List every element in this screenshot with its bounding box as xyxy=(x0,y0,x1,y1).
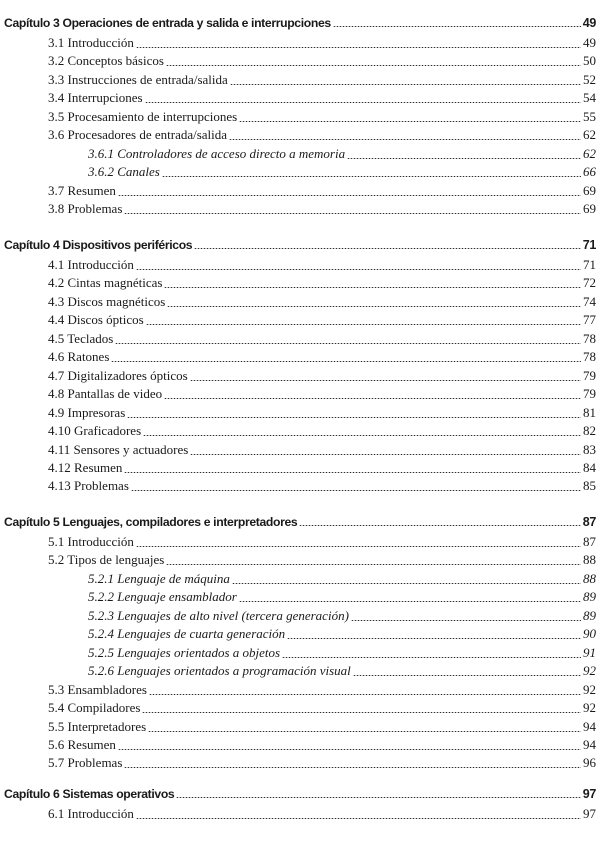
entry-title: 5.2.1 Lenguaje de máquina xyxy=(88,570,230,586)
entry-title: 4.12 Resumen xyxy=(48,459,123,475)
chapter-page-number: 49 xyxy=(582,16,596,30)
toc-section-row[interactable] xyxy=(0,310,600,328)
dot-leader xyxy=(190,380,581,381)
entry-title: 5.2.4 Lenguajes de cuarta generación xyxy=(88,626,286,642)
entry-title: 5.1 Introducción xyxy=(48,534,134,549)
dot-leader xyxy=(118,195,581,196)
entry-title: 4.1 Introducción xyxy=(48,257,134,272)
entry-page-number: 91 xyxy=(583,644,596,660)
dot-leader xyxy=(194,248,581,249)
chapter-title: Capítulo 4 Dispositivos periféricos xyxy=(4,238,193,252)
toc-section-row[interactable] xyxy=(0,366,600,384)
entry-title: 5.2.3 Lenguajes de alto nivel (tercera generación) xyxy=(88,607,349,623)
dot-leader xyxy=(167,306,581,307)
dot-leader xyxy=(162,176,581,177)
entry-title: 5.6 Resumen xyxy=(48,736,116,752)
dot-leader xyxy=(232,583,581,584)
dot-leader xyxy=(124,472,581,473)
toc-section-row[interactable] xyxy=(0,532,600,550)
entry-title: 4.7 Digitalizadores ópticos xyxy=(48,367,188,383)
toc-section-row[interactable] xyxy=(0,181,600,199)
dot-leader xyxy=(145,102,581,103)
toc-section-row[interactable] xyxy=(0,403,600,421)
toc-section-row[interactable] xyxy=(0,476,600,494)
toc-chapter-row[interactable] xyxy=(0,783,600,801)
entry-title: 4.9 Impresoras xyxy=(48,404,126,420)
entry-page-number: 94 xyxy=(583,736,596,752)
toc-chapter-row[interactable] xyxy=(0,234,600,252)
dot-leader xyxy=(166,564,581,565)
dot-leader xyxy=(118,749,581,750)
toc-section-row[interactable] xyxy=(0,421,600,439)
entry-page-number: 54 xyxy=(583,90,596,106)
entry-title: 4.3 Discos magnéticos xyxy=(48,293,166,309)
chapter-page-number: 87 xyxy=(582,515,596,529)
entry-page-number: 69 xyxy=(583,201,596,217)
toc-subsection-row[interactable] xyxy=(0,569,600,587)
entry-page-number: 92 xyxy=(583,700,596,716)
entry-page-number: 92 xyxy=(583,681,596,697)
dot-leader xyxy=(299,525,580,526)
entry-title: 5.2.5 Lenguajes orientados a objetos xyxy=(88,644,281,660)
entry-title: 3.7 Resumen xyxy=(48,182,116,198)
dot-leader xyxy=(136,546,581,547)
toc-section-row[interactable] xyxy=(0,440,600,458)
toc-section-row[interactable] xyxy=(0,753,600,771)
chapter-page-number: 71 xyxy=(582,238,596,252)
dot-leader xyxy=(239,601,581,602)
dot-leader xyxy=(124,213,581,214)
toc-section-row[interactable] xyxy=(0,804,600,822)
toc-section-row[interactable] xyxy=(0,88,600,106)
toc-section-row[interactable] xyxy=(0,107,600,125)
entry-page-number: 94 xyxy=(583,718,596,734)
dot-leader xyxy=(136,818,581,819)
entry-title: 5.2 Tipos de lenguajes xyxy=(48,552,165,568)
toc-section-row[interactable] xyxy=(0,698,600,716)
entry-title: 5.7 Problemas xyxy=(48,755,123,771)
toc-section-row[interactable] xyxy=(0,735,600,753)
toc-section-row[interactable] xyxy=(0,273,600,291)
entry-page-number: 52 xyxy=(583,71,596,87)
entry-title: 3.1 Introducción xyxy=(48,35,134,50)
dot-leader xyxy=(351,620,581,621)
entry-title: 3.4 Interrupciones xyxy=(48,90,143,106)
entry-page-number: 71 xyxy=(583,257,596,272)
dot-leader xyxy=(230,84,581,85)
dot-leader xyxy=(127,417,581,418)
dot-leader xyxy=(176,797,580,798)
dot-leader xyxy=(149,694,581,695)
chapter-title: Capítulo 3 Operaciones de entrada y salida e interrupciones xyxy=(4,16,331,30)
dot-leader xyxy=(111,361,581,362)
entry-title: 4.11 Sensores y actuadores xyxy=(48,441,189,457)
toc-subsection-row[interactable] xyxy=(0,661,600,679)
entry-page-number: 97 xyxy=(583,806,596,821)
entry-page-number: 88 xyxy=(583,552,596,568)
entry-page-number: 87 xyxy=(583,534,596,549)
entry-title: 3.3 Instrucciones de entrada/salida xyxy=(48,71,228,87)
dot-leader xyxy=(164,398,581,399)
dot-leader xyxy=(353,675,581,676)
entry-title: 3.6.1 Controladores de acceso directo a memoria xyxy=(88,145,346,161)
chapter-title: Capítulo 5 Lenguajes, compiladores e interpretadores xyxy=(4,515,298,529)
entry-page-number: 84 xyxy=(583,459,596,475)
entry-title: 4.2 Cintas magnéticas xyxy=(48,275,163,291)
entry-page-number: 49 xyxy=(583,35,596,50)
entry-title: 4.10 Graficadores xyxy=(48,423,142,439)
entry-title: 3.6.2 Canales xyxy=(88,164,160,180)
entry-title: 5.2.2 Lenguaje ensamblador xyxy=(88,589,237,605)
dot-leader xyxy=(136,47,581,48)
toc-section-row[interactable] xyxy=(0,292,600,310)
dot-leader xyxy=(347,158,581,159)
dot-leader xyxy=(136,269,581,270)
entry-page-number: 89 xyxy=(583,589,596,605)
toc-chapter-row[interactable] xyxy=(0,12,600,30)
dot-leader xyxy=(148,731,581,732)
entry-page-number: 85 xyxy=(583,478,596,494)
toc-section-row[interactable] xyxy=(0,125,600,143)
entry-page-number: 89 xyxy=(583,607,596,623)
toc-subsection-row[interactable] xyxy=(0,643,600,661)
entry-page-number: 79 xyxy=(583,367,596,383)
dot-leader xyxy=(190,454,581,455)
entry-page-number: 92 xyxy=(583,663,596,679)
toc-section-row[interactable] xyxy=(0,33,600,51)
entry-page-number: 69 xyxy=(583,182,596,198)
entry-page-number: 50 xyxy=(583,53,596,69)
entry-title: 6.1 Introducción xyxy=(48,806,134,821)
dot-leader xyxy=(142,712,581,713)
entry-title: 3.2 Conceptos básicos xyxy=(48,53,164,69)
chapter-page-number: 97 xyxy=(582,787,596,801)
entry-title: 5.5 Interpretadores xyxy=(48,718,147,734)
chapter-title: Capítulo 6 Sistemas operativos xyxy=(4,787,175,801)
entry-title: 4.5 Teclados xyxy=(48,330,114,346)
toc-section-row[interactable] xyxy=(0,199,600,217)
toc-section-row[interactable] xyxy=(0,255,600,273)
entry-title: 4.13 Problemas xyxy=(48,478,129,494)
entry-page-number: 55 xyxy=(583,108,596,124)
entry-title: 3.5 Procesamiento de interrupciones xyxy=(48,108,238,124)
entry-title: 5.3 Ensambladores xyxy=(48,681,147,697)
entry-page-number: 62 xyxy=(583,145,596,161)
entry-page-number: 96 xyxy=(583,755,596,771)
entry-page-number: 83 xyxy=(583,441,596,457)
toc-section-row[interactable] xyxy=(0,329,600,347)
entry-page-number: 78 xyxy=(583,349,596,365)
dot-leader xyxy=(164,287,581,288)
dot-leader xyxy=(143,435,581,436)
entry-title: 4.8 Pantallas de video xyxy=(48,386,163,402)
dot-leader xyxy=(124,767,581,768)
entry-page-number: 82 xyxy=(583,423,596,439)
toc-subsection-row[interactable] xyxy=(0,587,600,605)
toc-section-row[interactable] xyxy=(0,70,600,88)
entry-page-number: 81 xyxy=(583,404,596,420)
toc-subsection-row[interactable] xyxy=(0,624,600,642)
dot-leader xyxy=(146,324,581,325)
entry-page-number: 78 xyxy=(583,330,596,346)
entry-title: 4.6 Ratones xyxy=(48,349,110,365)
entry-title: 3.6 Procesadores de entrada/salida xyxy=(48,127,228,143)
entry-page-number: 77 xyxy=(583,312,596,328)
toc-subsection-row[interactable] xyxy=(0,606,600,624)
entry-page-number: 90 xyxy=(583,626,596,642)
toc-section-row[interactable] xyxy=(0,680,600,698)
entry-title: 4.4 Discos ópticos xyxy=(48,312,144,328)
dot-leader xyxy=(282,657,581,658)
dot-leader xyxy=(166,65,581,66)
toc-section-row[interactable] xyxy=(0,51,600,69)
dot-leader xyxy=(287,638,581,639)
toc-subsection-row[interactable] xyxy=(0,144,600,162)
entry-title: 5.2.6 Lenguajes orientados a programación visual xyxy=(88,663,351,679)
toc-section-row[interactable] xyxy=(0,458,600,476)
toc-section-row[interactable] xyxy=(0,384,600,402)
entry-page-number: 62 xyxy=(583,127,596,143)
entry-page-number: 79 xyxy=(583,386,596,402)
dot-leader xyxy=(333,26,581,27)
entry-title: 5.4 Compiladores xyxy=(48,700,141,716)
dot-leader xyxy=(115,343,581,344)
toc-subsection-row[interactable] xyxy=(0,162,600,180)
toc-section-row[interactable] xyxy=(0,347,600,365)
entry-title: 3.8 Problemas xyxy=(48,201,123,217)
dot-leader xyxy=(229,139,581,140)
entry-page-number: 72 xyxy=(583,275,596,291)
toc-section-row[interactable] xyxy=(0,550,600,568)
entry-page-number: 88 xyxy=(583,570,596,586)
toc-section-row[interactable] xyxy=(0,717,600,735)
toc-chapter-row[interactable] xyxy=(0,511,600,529)
entry-page-number: 66 xyxy=(583,164,596,180)
dot-leader xyxy=(239,121,581,122)
dot-leader xyxy=(131,490,581,491)
entry-page-number: 74 xyxy=(583,293,596,309)
